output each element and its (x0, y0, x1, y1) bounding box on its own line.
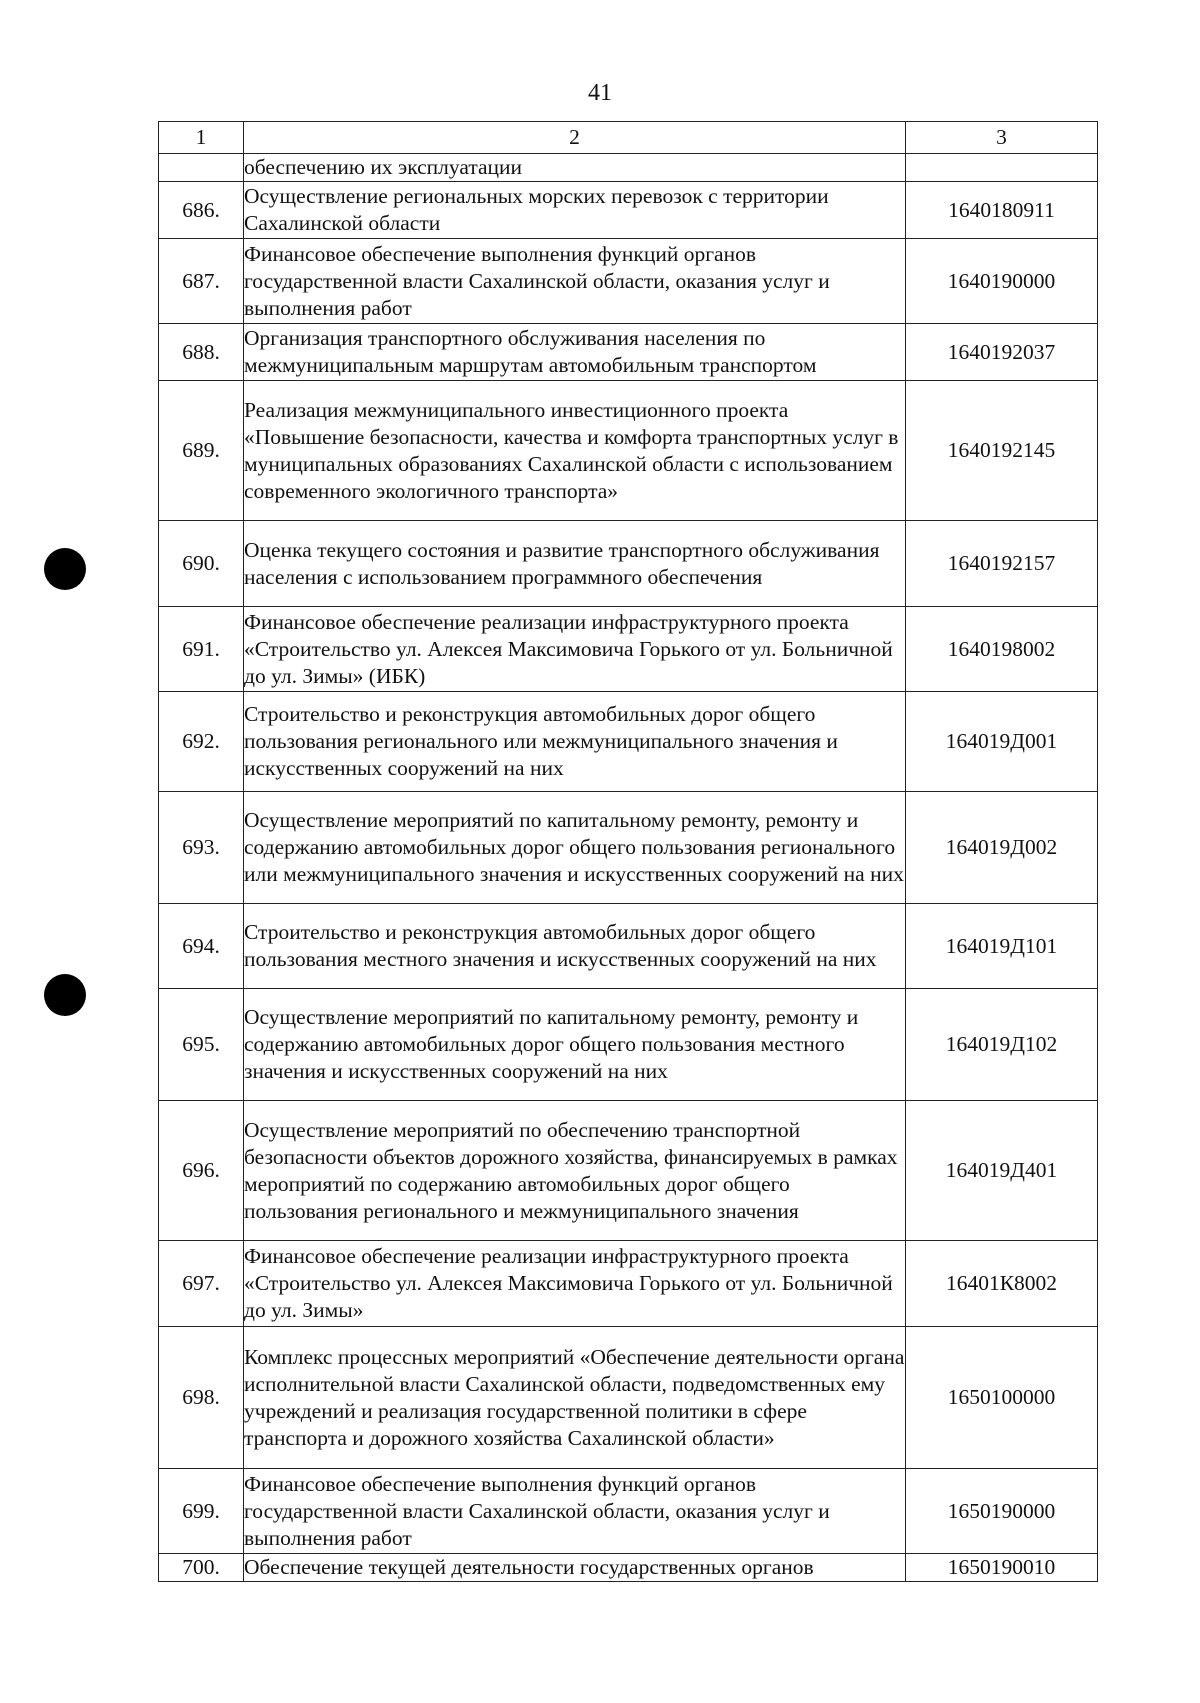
row-description: Строительство и реконструкция автомобильных дорог общего пользования регионального или межмуниципального значения и искусственных сооружений на них (244, 692, 906, 792)
row-description: Реализация межмуниципального инвестиционного проекта «Повышение безопасности, качества и комфорта транспортных услуг в муниципальных образованиях Сахалинской области с использованием современного экологичного транспорта» (244, 381, 906, 521)
row-code: 1640192157 (906, 521, 1098, 607)
table-row (159, 989, 1098, 1101)
page-number: 41 (588, 80, 612, 106)
row-code: 1640192145 (906, 381, 1098, 521)
budget-classification-table (158, 121, 1098, 1582)
row-code (906, 154, 1098, 182)
punch-hole (44, 548, 86, 590)
row-description: Комплекс процессных мероприятий «Обеспечение деятельности органа исполнительной власти Сахалинской области, подведомственных ему учреждений и реализация государственной политики в сфере транспорта и дорожного хозяйства Сахалинской области» (244, 1327, 906, 1469)
table-row (159, 692, 1098, 792)
row-number: 689. (159, 381, 244, 521)
row-number: 696. (159, 1101, 244, 1241)
row-description: Финансовое обеспечение реализации инфраструктурного проекта «Строительство ул. Алексея Максимовича Горького от ул. Больничной до ул. Зимы» (244, 1241, 906, 1327)
row-code: 1650190010 (906, 1554, 1098, 1582)
row-description: Осуществление мероприятий по капитальному ремонту, ремонту и содержанию автомобильных дорог общего пользования регионального или межмуниципального значения и искусственных сооружений на них (244, 792, 906, 904)
row-code: 1650190000 (906, 1469, 1098, 1554)
row-number (159, 154, 244, 182)
punch-hole (44, 974, 86, 1016)
row-description: Финансовое обеспечение выполнения функций органов государственной власти Сахалинской области, оказания услуг и выполнения работ (244, 1469, 906, 1554)
column-header-1: 1 (159, 122, 244, 154)
row-description: Финансовое обеспечение выполнения функций органов государственной власти Сахалинской области, оказания услуг и выполнения работ (244, 239, 906, 324)
row-number: 698. (159, 1327, 244, 1469)
row-description: Финансовое обеспечение реализации инфраструктурного проекта «Строительство ул. Алексея Максимовича Горького от ул. Больничной до ул. Зимы» (ИБК) (244, 607, 906, 692)
row-number: 691. (159, 607, 244, 692)
table-row (159, 904, 1098, 989)
row-number: 688. (159, 324, 244, 381)
row-number: 694. (159, 904, 244, 989)
table-row (159, 1327, 1098, 1469)
table-row (159, 1101, 1098, 1241)
row-number: 686. (159, 182, 244, 239)
row-code: 1640190000 (906, 239, 1098, 324)
row-code: 164019Д102 (906, 989, 1098, 1101)
row-code: 1650100000 (906, 1327, 1098, 1469)
table-row (159, 792, 1098, 904)
row-number: 699. (159, 1469, 244, 1554)
row-code: 164019Д002 (906, 792, 1098, 904)
row-description: Осуществление региональных морских перевозок с территории Сахалинской области (244, 182, 906, 239)
row-number: 692. (159, 692, 244, 792)
row-description: Осуществление мероприятий по капитальному ремонту, ремонту и содержанию автомобильных дорог общего пользования местного значения и искусственных сооружений на них (244, 989, 906, 1101)
table-row (159, 324, 1098, 381)
table-header-row (159, 122, 1098, 154)
row-number: 693. (159, 792, 244, 904)
table-row (159, 1469, 1098, 1554)
row-code: 164019Д401 (906, 1101, 1098, 1241)
row-description: Осуществление мероприятий по обеспечению транспортной безопасности объектов дорожного хозяйства, финансируемых в рамках мероприятий по содержанию автомобильных дорог общего пользования регионального и межмуниципального значения (244, 1101, 906, 1241)
table-row (159, 239, 1098, 324)
table-row (159, 381, 1098, 521)
row-code: 1640180911 (906, 182, 1098, 239)
row-number: 700. (159, 1554, 244, 1582)
table-row (159, 607, 1098, 692)
row-description: Оценка текущего состояния и развитие транспортного обслуживания населения с использованием программного обеспечения (244, 521, 906, 607)
row-description: Организация транспортного обслуживания населения по межмуниципальным маршрутам автомобильным транспортом (244, 324, 906, 381)
row-description: обеспечению их эксплуатации (244, 154, 906, 182)
row-code: 1640198002 (906, 607, 1098, 692)
row-number: 697. (159, 1241, 244, 1327)
table-row (159, 182, 1098, 239)
row-number: 687. (159, 239, 244, 324)
column-header-3: 3 (906, 122, 1098, 154)
column-header-2: 2 (244, 122, 906, 154)
table-row (159, 1241, 1098, 1327)
table-row (159, 1554, 1098, 1582)
row-description: Обеспечение текущей деятельности государственных органов (244, 1554, 906, 1582)
table-row (159, 154, 1098, 182)
row-number: 695. (159, 989, 244, 1101)
table-row (159, 521, 1098, 607)
row-code: 164019Д001 (906, 692, 1098, 792)
row-code: 1640192037 (906, 324, 1098, 381)
row-code: 164019Д101 (906, 904, 1098, 989)
row-description: Строительство и реконструкция автомобильных дорог общего пользования местного значения и искусственных сооружений на них (244, 904, 906, 989)
row-code: 16401К8002 (906, 1241, 1098, 1327)
row-number: 690. (159, 521, 244, 607)
